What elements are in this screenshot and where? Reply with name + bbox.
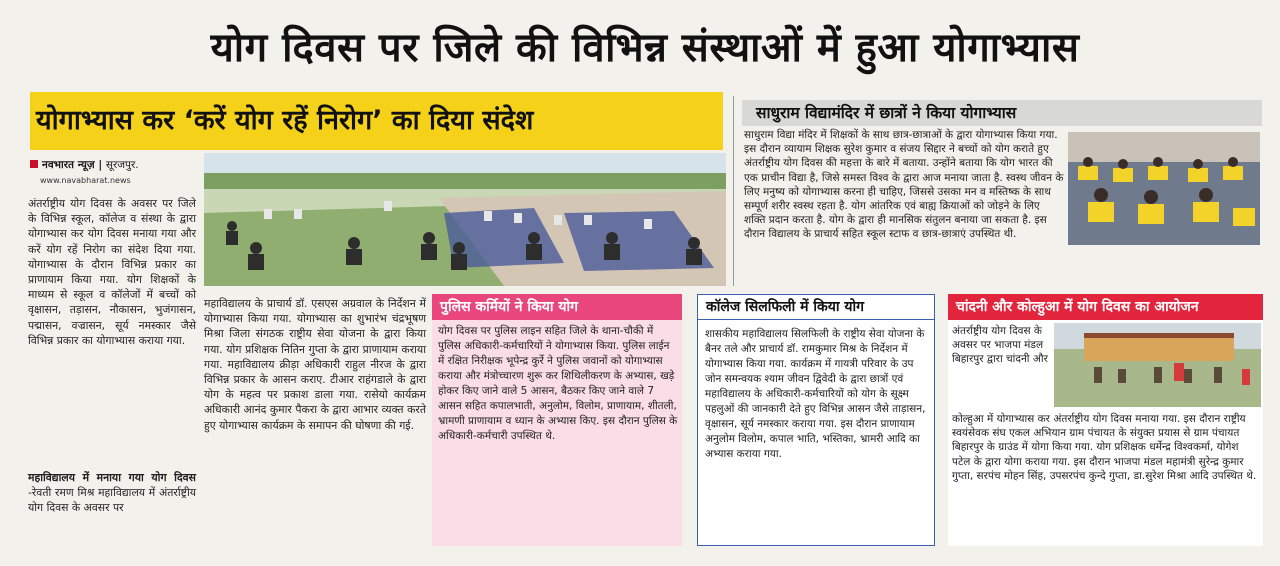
brand-square-icon: [30, 160, 38, 168]
chandni-yoga-photo: [1054, 323, 1261, 407]
college-body: शासकीय महाविद्यालय सिलफिली के राष्ट्रीय सेवा योजना के बैनर तले और प्राचार्य डॉ. रामकुमार मिश्र के निर्देशन में योगाभ्यास किया गया. कार्यक्रम में गायत्री परिवार के उप जोन समन्वयक श्याम जीवन द्विवेदी के द्वारा छात्रों एवं महाविद्यालय के अधिकारी-कर्मचारियों को योग के सूक्ष्म पहलुओं की जानकारी देते हुए विभिन्न आसन जैसे ताड़ासन, वृक्षासन, सूर्य नमस्कार कराया गया. इस दौरान प्राणायाम अनुलोम विलोम, कपाल भाति, भस्तिका, भ्रामरी आदि का अभ्यास कराया गया.: [705, 328, 926, 460]
sadhuram-yoga-photo: [1068, 132, 1260, 245]
byline: नवभारत न्यूज़ | सूरजपुर.: [30, 158, 200, 172]
police-body: योग दिवस पर पुलिस लाइन सहित जिले के थाना-चौकी में पुलिस अधिकारी-कर्मचारियों ने योगाभ्यास किया. पुलिस लाईन में रक्षित निरीक्षक भूपेन्द्र कुर्रे ने पुलिस जवानों को योगाभ्यास कराया और मंत्रोच्चारण शुरू कर शिथिलीकरण के अभ्यास, खड़े होकर किए जाने वाले 5 आसन, बैठकर किए जाने वाले 7 आसन सहित कपालभाती, अनुलोम, विलोम, प्राणायाम, शीतली, भ्रामणी प्राणायाम व ध्यान के अभ्यास किए. इस दौरान पुलिस के अधिकारी-कर्मचारी उपस्थित थे.: [438, 325, 678, 442]
sadhuram-body: साधुराम विद्या मंदिर में शिक्षकों के साथ छात्र-छात्राओं के द्वारा योगाभ्यास किया गया. इस दौरान व्यायाम शिक्षक सुरेश कुमार व संजय सिद्दार ने बच्चों को योग कराते हुए अंतर्राष्ट्रीय योग दिवस की महत्ता के बारे में बताया. उन्होंने बताया कि योग भारत की एक प्राचीन विद्या है, जिसे समस्त विश्व के द्वारा आज मनाया जाता है. स्वस्थ जीवन के लिए मनुष्य को योगाभ्यास करना ही चाहिए, जिससे उसका मन व मस्तिष्क के साथ सम्पूर्ण शरीर स्वस्थ रहता है. योग आंतरिक एवं बाह्य क्रियाओं को जोड़ने के लिए शक्ति प्रदान करता है. योग के द्वारा ही मानसिक संतुलन बनाया जा सकता है. इस दौरान विद्यालय के प्राचार्य सहित स्कूल स्टाफ व छात्र-छात्राएं उपस्थित थी.: [744, 129, 1064, 241]
college-heading: कॉलेज सिलफिली में किया योग: [697, 294, 935, 320]
chandni-body-b: कोल्हुआ में योगाभ्यास कर अंतर्राष्ट्रीय योग दिवस मनाया गया. इस दौरान राष्ट्रीय स्वयंसेवक संघ एकल अभियान ग्राम पंचायत के संयुक्त प्रयास से ग्राम पंचायत बिहारपुर के ग्राउंड में योगा किया गया. योग प्रशिक्षक धर्मेन्द्र विश्वकर्मा, योगेश पटेल के द्वारा योगा कराया गया. इस दौरान भाजपा मंडल महामंत्री सुरेन्द्र कुमार गुप्ता, सरपंच मोहन सिंह, उपसरपंच कुन्दे गुप्ता, डा.सुरेश मिश्रा आदि उपस्थित थे.: [952, 413, 1257, 482]
main-story-col1-text: अंतर्राष्ट्रीय योग दिवस के अवसर पर जिले के विभिन्न स्कूल, कॉलेज व संस्था के द्वारा योगाभ्यास कर योग दिवस मनाया गया और करें योग रहें निरोग का संदेश दिया गया. योगाभ्यास के दौरान विभिन्न प्रकार का प्राणायाम किया गया. योग शिक्षकों के माध्यम से स्कूल व कॉलेजों में बच्चों को वृक्षासन, तड़ासन, नौकासन, भुजंगासन, पद्मासन, वज्रासन, सूर्य नमस्कार जैसे विभिन्न प्रकार का योगाभ्यास कराया गया.: [28, 197, 196, 347]
brand-name: नवभारत न्यूज़: [42, 159, 95, 171]
chandni-body-a: अंतर्राष्ट्रीय योग दिवस के अवसर पर भाजपा मंडल बिहारपुर द्वारा चांदनी और: [952, 325, 1048, 366]
sub-heading-college-yoga: महाविद्यालय में मनाया गया योग दिवस: [28, 471, 196, 484]
chandni-heading: चांदनी और कोल्हुआ में योग दिवस का आयोजन: [948, 294, 1263, 320]
brand-url: www.navabharat.news: [40, 176, 131, 185]
main-yoga-photo: [204, 153, 726, 286]
main-story-col1-cont: [28, 470, 196, 552]
main-story-col1-b-text: -रेवती रमण मिश्र महाविद्यालय में अंतर्राष्ट्रीय योग दिवस के अवसर पर: [28, 486, 196, 515]
main-story-col2-text: महाविद्यालय के प्राचार्य डॉ. एसएस अग्रवाल के निर्देशन में योगाभ्यास किया गया. योगाभ्यास का शुभारंभ चंद्रभूषण मिश्रा जिला संगठक राष्ट्रीय सेवा योजना के द्वारा किया गया. योग प्रशिक्षक नितिन गुप्ता के द्वारा प्राणायाम कराया गया. महाविद्यालय क्रीड़ा अधिकारी राहुल नीरज के द्वारा विभिन्न प्रकार के आसन कराए. टीआर राहंगडाले के द्वारा योग के महत्व पर प्रकाश डाला गया. रासेयो कार्यक्रम अधिकारी आनंद कुमार पैकरा के द्वारा आभार व्यक्त करते हुए योगाभ्यास कार्यक्रम के समापन की घोषणा की गई.: [204, 297, 426, 432]
sadhuram-heading: साधुराम विद्यामंदिर में छात्रों ने किया योगाभ्यास: [742, 100, 1262, 126]
column-rule: [733, 96, 734, 286]
dateline-location: सूरजपुर.: [105, 159, 139, 171]
police-heading: पुलिस कर्मियों ने किया योग: [432, 294, 682, 320]
main-subheadline: योगाभ्यास कर ‘करें योग रहें निरोग’ का दिया संदेश: [30, 92, 723, 150]
page-headline: योग दिवस पर जिले की विभिन्न संस्थाओं में हुआ योगाभ्यास: [210, 25, 1080, 71]
